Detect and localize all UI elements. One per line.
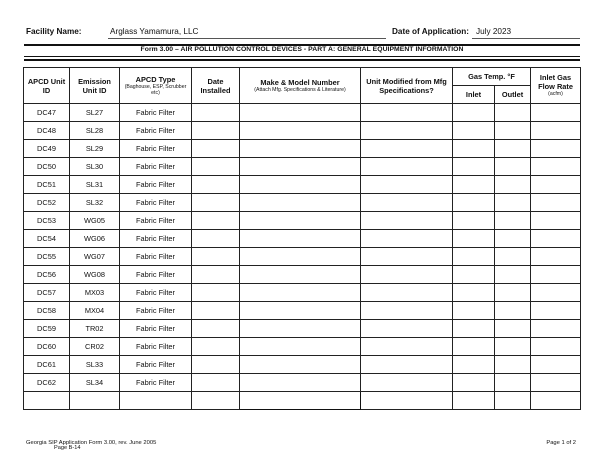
- col-header-apcd-type: [120, 68, 192, 104]
- table-row: [24, 212, 581, 230]
- cell-date-installed: [192, 140, 240, 158]
- cell-make-model: [240, 194, 361, 212]
- cell-apcd-unit-id: DC50: [24, 158, 70, 176]
- cell-make-model: [240, 140, 361, 158]
- table-row: [24, 248, 581, 266]
- cell-apcd-type: [120, 392, 192, 410]
- cell-apcd-unit-id: [24, 392, 70, 410]
- cell-unit-modified: [361, 212, 453, 230]
- table-row: [24, 284, 581, 302]
- cell-apcd-unit-id: DC51: [24, 176, 70, 194]
- table-row: [24, 338, 581, 356]
- cell-apcd-unit-id: DC47: [24, 104, 70, 122]
- cell-make-model: [240, 284, 361, 302]
- cell-inlet-gas-flow-rate: [531, 158, 581, 176]
- table-row: [24, 356, 581, 374]
- cell-apcd-unit-id: DC60: [24, 338, 70, 356]
- cell-apcd-type: Fabric Filter: [120, 266, 192, 284]
- table-row: [24, 230, 581, 248]
- cell-emission-unit-id: SL29: [70, 140, 120, 158]
- cell-emission-unit-id: WG07: [70, 248, 120, 266]
- cell-gas-temp-outlet: [495, 266, 531, 284]
- cell-unit-modified: [361, 140, 453, 158]
- cell-emission-unit-id: MX04: [70, 302, 120, 320]
- cell-apcd-type: Fabric Filter: [120, 122, 192, 140]
- cell-inlet-gas-flow-rate: [531, 392, 581, 410]
- cell-apcd-unit-id: DC53: [24, 212, 70, 230]
- cell-gas-temp-outlet: [495, 338, 531, 356]
- cell-inlet-gas-flow-rate: [531, 104, 581, 122]
- col-header-make-model: [240, 68, 361, 104]
- cell-apcd-type: Fabric Filter: [120, 140, 192, 158]
- apcd-type-title: APCD Type: [135, 74, 176, 84]
- cell-date-installed: [192, 104, 240, 122]
- cell-gas-temp-outlet: [495, 248, 531, 266]
- cell-date-installed: [192, 284, 240, 302]
- cell-date-installed: [192, 212, 240, 230]
- equipment-table-body: [24, 104, 581, 410]
- cell-inlet-gas-flow-rate: [531, 320, 581, 338]
- title-rule-bottom: [24, 59, 580, 61]
- table-row: [24, 158, 581, 176]
- cell-gas-temp-inlet: [453, 302, 495, 320]
- table-row: [24, 320, 581, 338]
- cell-unit-modified: [361, 320, 453, 338]
- cell-date-installed: [192, 122, 240, 140]
- col-header-gas-temp: Gas Temp. °F: [453, 68, 531, 86]
- cell-apcd-type: Fabric Filter: [120, 194, 192, 212]
- cell-make-model: [240, 320, 361, 338]
- cell-gas-temp-outlet: [495, 302, 531, 320]
- cell-make-model: [240, 374, 361, 392]
- cell-date-installed: [192, 158, 240, 176]
- cell-emission-unit-id: WG08: [70, 266, 120, 284]
- cell-gas-temp-outlet: [495, 230, 531, 248]
- cell-make-model: [240, 248, 361, 266]
- form-header: [24, 24, 580, 40]
- cell-apcd-unit-id: DC58: [24, 302, 70, 320]
- cell-gas-temp-outlet: [495, 158, 531, 176]
- apcd-type-subtitle: (Baghouse, ESP, Scrubber etc): [124, 83, 187, 96]
- cell-emission-unit-id: WG05: [70, 212, 120, 230]
- cell-gas-temp-inlet: [453, 320, 495, 338]
- form-title: Form 3.00 – AIR POLLUTION CONTROL DEVICES - PART A: GENERAL EQUIPMENT INFORMATION: [140, 46, 464, 53]
- cell-apcd-type: Fabric Filter: [120, 338, 192, 356]
- cell-date-installed: [192, 230, 240, 248]
- table-row: [24, 140, 581, 158]
- cell-gas-temp-outlet: [495, 140, 531, 158]
- cell-gas-temp-inlet: [453, 392, 495, 410]
- cell-apcd-type: Fabric Filter: [120, 374, 192, 392]
- cell-emission-unit-id: SL33: [70, 356, 120, 374]
- cell-gas-temp-inlet: [453, 356, 495, 374]
- cell-gas-temp-outlet: [495, 212, 531, 230]
- cell-emission-unit-id: SL30: [70, 158, 120, 176]
- cell-inlet-gas-flow-rate: [531, 374, 581, 392]
- cell-make-model: [240, 158, 361, 176]
- cell-date-installed: [192, 266, 240, 284]
- cell-emission-unit-id: MX03: [70, 284, 120, 302]
- cell-make-model: [240, 176, 361, 194]
- cell-unit-modified: [361, 158, 453, 176]
- cell-make-model: [240, 104, 361, 122]
- make-model-title: Make & Model Number: [260, 77, 340, 87]
- cell-date-installed: [192, 302, 240, 320]
- table-row: [24, 302, 581, 320]
- cell-gas-temp-inlet: [453, 248, 495, 266]
- cell-apcd-unit-id: DC62: [24, 374, 70, 392]
- cell-gas-temp-inlet: [453, 374, 495, 392]
- cell-inlet-gas-flow-rate: [531, 356, 581, 374]
- cell-apcd-unit-id: DC54: [24, 230, 70, 248]
- cell-apcd-type: Fabric Filter: [120, 212, 192, 230]
- cell-inlet-gas-flow-rate: [531, 140, 581, 158]
- cell-unit-modified: [361, 122, 453, 140]
- facility-name-label: Facility Name:: [26, 27, 82, 36]
- cell-apcd-unit-id: DC49: [24, 140, 70, 158]
- cell-inlet-gas-flow-rate: [531, 248, 581, 266]
- cell-unit-modified: [361, 266, 453, 284]
- cell-emission-unit-id: WG06: [70, 230, 120, 248]
- table-row: [24, 104, 581, 122]
- cell-unit-modified: [361, 248, 453, 266]
- date-underline: [472, 38, 580, 39]
- facility-name-underline: [108, 38, 386, 39]
- cell-gas-temp-outlet: [495, 374, 531, 392]
- table-row: [24, 374, 581, 392]
- cell-make-model: [240, 392, 361, 410]
- cell-apcd-type: Fabric Filter: [120, 104, 192, 122]
- flow-rate-subtitle: (acfm): [548, 91, 563, 98]
- table-row: [24, 122, 581, 140]
- cell-apcd-unit-id: DC57: [24, 284, 70, 302]
- cell-inlet-gas-flow-rate: [531, 338, 581, 356]
- cell-gas-temp-inlet: [453, 122, 495, 140]
- cell-apcd-unit-id: DC56: [24, 266, 70, 284]
- col-header-inlet-gas-flow-rate: [531, 68, 581, 104]
- cell-date-installed: [192, 320, 240, 338]
- cell-inlet-gas-flow-rate: [531, 284, 581, 302]
- cell-unit-modified: [361, 284, 453, 302]
- cell-apcd-unit-id: DC48: [24, 122, 70, 140]
- cell-make-model: [240, 302, 361, 320]
- cell-unit-modified: [361, 356, 453, 374]
- cell-unit-modified: [361, 176, 453, 194]
- cell-gas-temp-outlet: [495, 320, 531, 338]
- cell-make-model: [240, 266, 361, 284]
- cell-unit-modified: [361, 392, 453, 410]
- cell-emission-unit-id: CR02: [70, 338, 120, 356]
- footer-revision-text: Georgia SIP Application Form 3.00, rev. June 2005: [26, 440, 157, 446]
- footer-page-code: Page B-14: [54, 445, 81, 451]
- cell-unit-modified: [361, 194, 453, 212]
- cell-apcd-unit-id: DC59: [24, 320, 70, 338]
- cell-apcd-type: Fabric Filter: [120, 356, 192, 374]
- footer-form-revision: [26, 440, 157, 451]
- cell-inlet-gas-flow-rate: [531, 122, 581, 140]
- cell-gas-temp-inlet: [453, 266, 495, 284]
- col-header-outlet: Outlet: [495, 86, 531, 104]
- cell-gas-temp-inlet: [453, 104, 495, 122]
- cell-date-installed: [192, 374, 240, 392]
- cell-apcd-unit-id: DC61: [24, 356, 70, 374]
- cell-apcd-type: Fabric Filter: [120, 158, 192, 176]
- cell-apcd-unit-id: DC52: [24, 194, 70, 212]
- cell-gas-temp-outlet: [495, 356, 531, 374]
- equipment-table: [23, 67, 581, 410]
- cell-apcd-type: Fabric Filter: [120, 302, 192, 320]
- cell-date-installed: [192, 392, 240, 410]
- cell-apcd-type: Fabric Filter: [120, 284, 192, 302]
- cell-inlet-gas-flow-rate: [531, 212, 581, 230]
- cell-apcd-type: Fabric Filter: [120, 320, 192, 338]
- cell-apcd-type: Fabric Filter: [120, 248, 192, 266]
- col-header-date-installed: Date Installed: [192, 68, 240, 104]
- cell-make-model: [240, 230, 361, 248]
- cell-date-installed: [192, 338, 240, 356]
- col-header-inlet: Inlet: [453, 86, 495, 104]
- cell-make-model: [240, 212, 361, 230]
- cell-emission-unit-id: TR02: [70, 320, 120, 338]
- cell-make-model: [240, 338, 361, 356]
- cell-gas-temp-outlet: [495, 392, 531, 410]
- cell-apcd-type: Fabric Filter: [120, 230, 192, 248]
- table-row-blank: [24, 392, 581, 410]
- cell-date-installed: [192, 356, 240, 374]
- col-header-emission-unit-id: Emission Unit ID: [70, 68, 120, 104]
- cell-inlet-gas-flow-rate: [531, 176, 581, 194]
- cell-apcd-unit-id: DC55: [24, 248, 70, 266]
- table-row: [24, 266, 581, 284]
- cell-emission-unit-id: [70, 392, 120, 410]
- cell-unit-modified: [361, 104, 453, 122]
- cell-apcd-type: Fabric Filter: [120, 176, 192, 194]
- date-of-application-label: Date of Application:: [392, 27, 470, 36]
- cell-emission-unit-id: SL28: [70, 122, 120, 140]
- cell-make-model: [240, 122, 361, 140]
- cell-gas-temp-inlet: [453, 194, 495, 212]
- cell-gas-temp-inlet: [453, 230, 495, 248]
- cell-gas-temp-inlet: [453, 158, 495, 176]
- cell-gas-temp-inlet: [453, 140, 495, 158]
- cell-gas-temp-outlet: [495, 176, 531, 194]
- cell-emission-unit-id: SL32: [70, 194, 120, 212]
- cell-inlet-gas-flow-rate: [531, 302, 581, 320]
- cell-emission-unit-id: SL31: [70, 176, 120, 194]
- cell-emission-unit-id: SL34: [70, 374, 120, 392]
- title-rule-mid: [24, 56, 580, 57]
- cell-gas-temp-inlet: [453, 338, 495, 356]
- date-of-application-value: July 2023: [476, 27, 512, 36]
- facility-name-value: Arglass Yamamura, LLC: [110, 27, 199, 36]
- table-row: [24, 176, 581, 194]
- cell-inlet-gas-flow-rate: [531, 230, 581, 248]
- cell-gas-temp-outlet: [495, 122, 531, 140]
- cell-gas-temp-outlet: [495, 284, 531, 302]
- cell-date-installed: [192, 194, 240, 212]
- table-row: [24, 194, 581, 212]
- cell-make-model: [240, 356, 361, 374]
- cell-unit-modified: [361, 338, 453, 356]
- cell-unit-modified: [361, 302, 453, 320]
- cell-gas-temp-outlet: [495, 194, 531, 212]
- cell-unit-modified: [361, 230, 453, 248]
- cell-gas-temp-inlet: [453, 284, 495, 302]
- flow-rate-title: Inlet Gas Flow Rate: [538, 73, 573, 92]
- col-header-unit-modified: Unit Modified from Mfg Specifications?: [361, 68, 453, 104]
- cell-inlet-gas-flow-rate: [531, 266, 581, 284]
- cell-gas-temp-inlet: [453, 212, 495, 230]
- cell-unit-modified: [361, 374, 453, 392]
- cell-emission-unit-id: SL27: [70, 104, 120, 122]
- cell-gas-temp-inlet: [453, 176, 495, 194]
- cell-date-installed: [192, 248, 240, 266]
- cell-gas-temp-outlet: [495, 104, 531, 122]
- col-header-apcd-unit-id: APCD Unit ID: [24, 68, 70, 104]
- make-model-subtitle: (Attach Mfg. Specifications & Literature): [254, 86, 346, 93]
- cell-inlet-gas-flow-rate: [531, 194, 581, 212]
- cell-date-installed: [192, 176, 240, 194]
- footer-page-number: Page 1 of 2: [546, 440, 576, 446]
